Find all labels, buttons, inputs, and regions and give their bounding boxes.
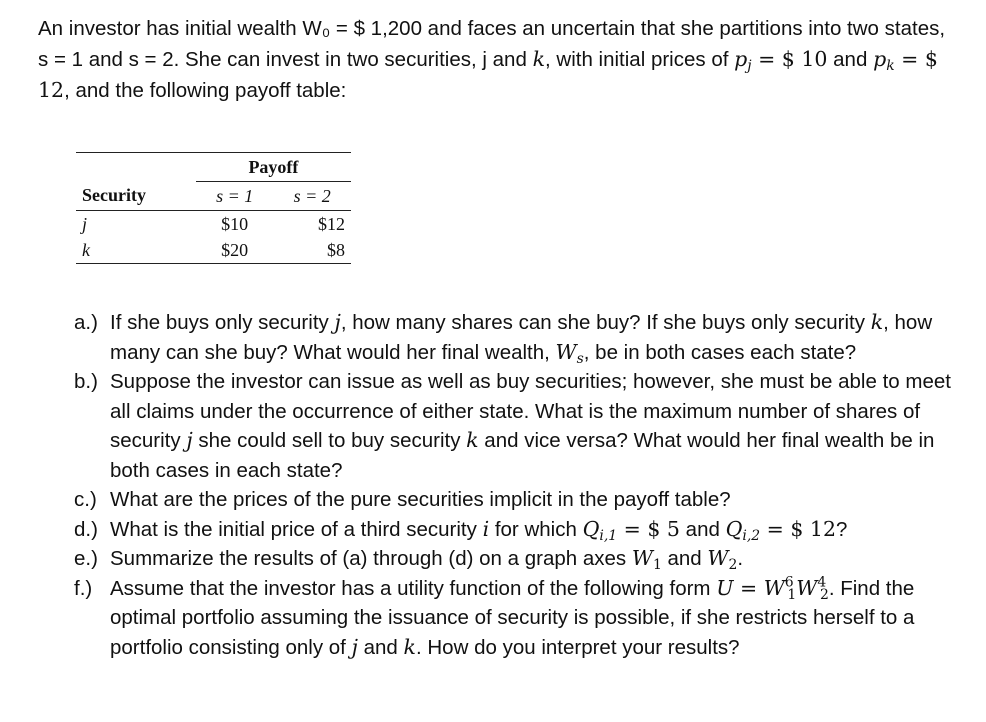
payoff-cell: $8 [273, 237, 351, 264]
question-text: Summarize the results of (a) through (d) on a graph axes $W_1$ and $W_2$. [110, 546, 744, 574]
payoff-cell: $20 [196, 237, 274, 264]
table-row [76, 237, 351, 264]
question-c [74, 485, 954, 515]
table-row [76, 211, 351, 238]
question-b [74, 367, 954, 485]
question-text: What is the initial price of a third security i for which $Q_{i,1}$ = $ 5 and $Q_{i,2}$ = $ 12? [110, 516, 848, 544]
payoff-cell: $10 [196, 211, 274, 238]
question-label: f.) [74, 576, 93, 600]
security-name: j [76, 211, 196, 238]
problem-intro: An investor has initial wealth W₀ = $ 1,200 and faces an uncertain that she partitions into two states, s = 1 and s = 2. She can invest in two securities, j and k, with initial prices of $p_j$ = $ 10 and $p_k$ = $ 12, and the following payoff table: [38, 17, 946, 102]
payoff-group-header: Payoff [196, 153, 351, 182]
question-text: What are the prices of the pure securities implicit in the payoff table? [110, 488, 731, 511]
question-label: c.) [74, 488, 97, 511]
question-label: a.) [74, 311, 98, 334]
question-label: e.) [74, 547, 98, 570]
question-text: Assume that the investor has a utility function of the following form $U = W^6_1W^4_2$. Find the optimal portfolio assuming the issuance of security is possible, if she restricts herself to a portfolio consisting only of j and k. How do you interpret your results? [110, 574, 915, 659]
payoff-cell: $12 [273, 211, 351, 238]
question-list [74, 308, 954, 662]
question-text: If she buys only security j, how many shares can she buy? If she buys only security k, how many can she buy? What would her final wealth, $W_s$, be in both cases each state? [110, 310, 933, 367]
security-name: k [76, 237, 196, 264]
security-column-header: Security [82, 185, 146, 206]
state-2-header: s = 2 [273, 182, 351, 211]
question-text: Suppose the investor can issue as well as buy securities; however, she must be able to meet all claims under the occurrence of either state. What is the maximum number of shares of security j she could sell to buy security k and vice versa? What would her final wealth be in both cases in each state? [110, 370, 951, 482]
question-d [74, 515, 954, 545]
question-a [74, 308, 954, 367]
question-f [74, 574, 954, 663]
question-e [74, 544, 954, 574]
question-label: d.) [74, 517, 98, 541]
question-label: b.) [74, 370, 98, 393]
payoff-table [76, 152, 351, 264]
state-1-header: s = 1 [196, 182, 274, 211]
